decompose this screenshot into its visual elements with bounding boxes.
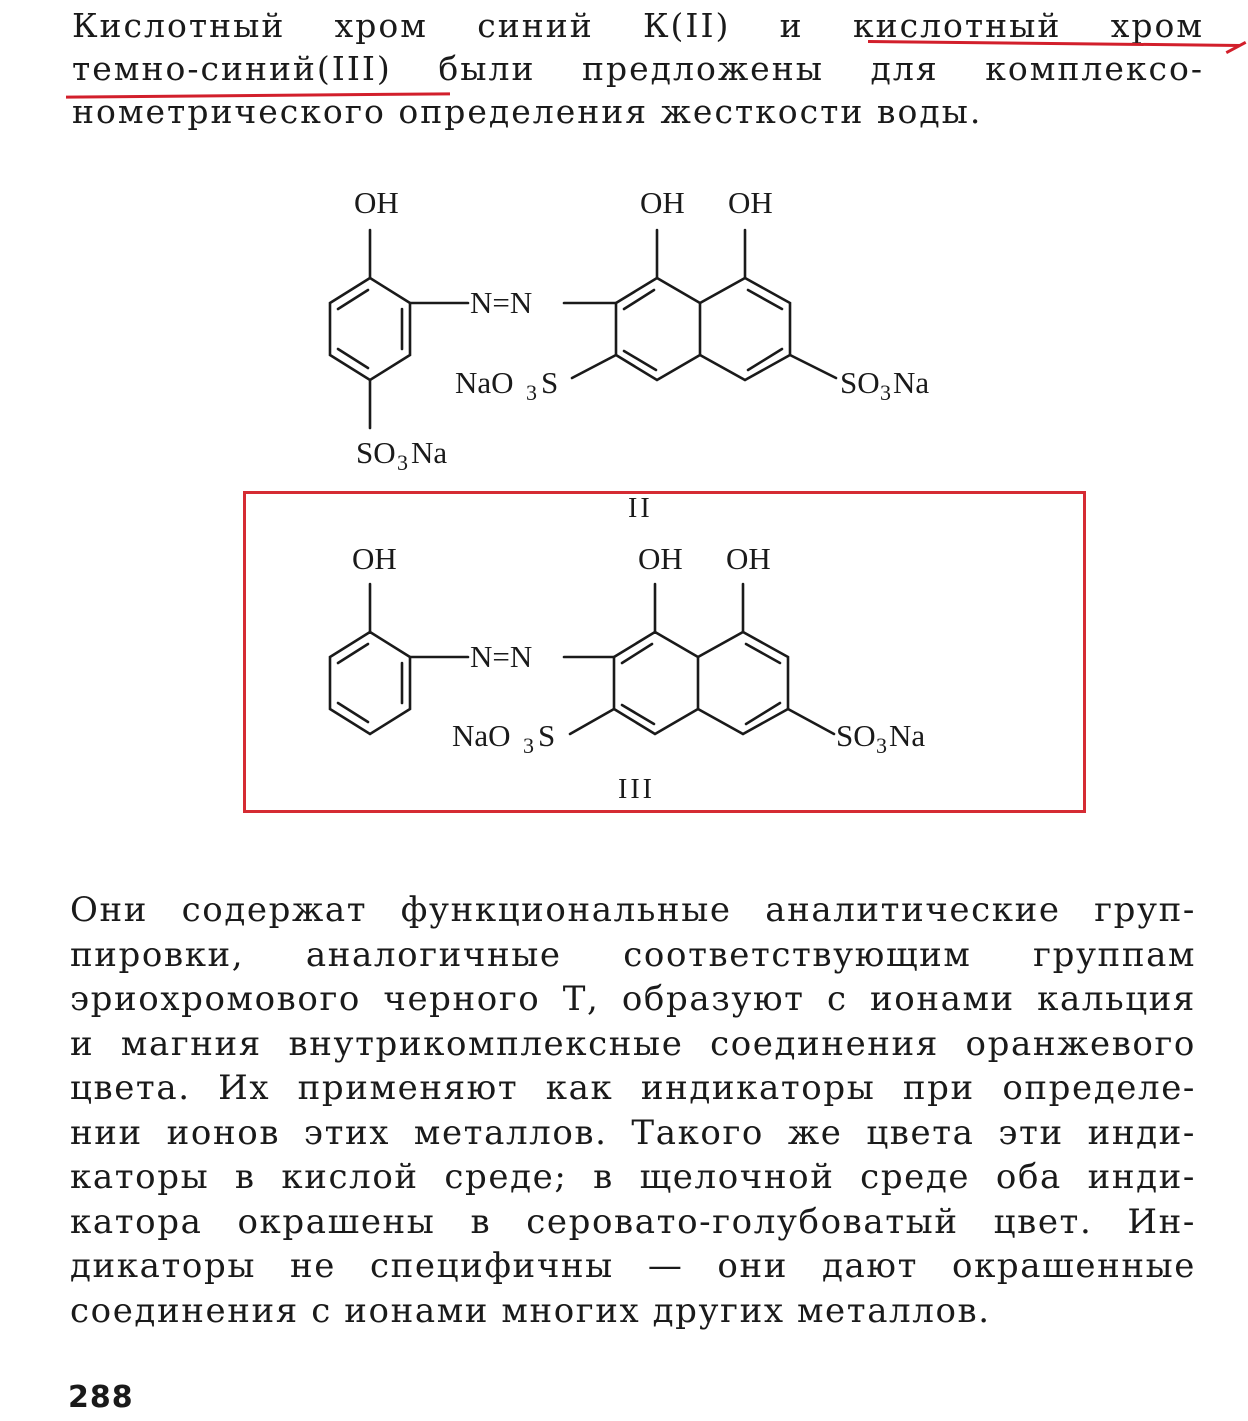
oh-label: OH xyxy=(728,185,773,220)
oh-label: OH xyxy=(354,185,399,220)
svg-text:S: S xyxy=(538,718,556,753)
body-line: эриохромового черного Т, образуют с ионами кальция xyxy=(70,979,1196,1019)
body-line: каторы в кислой среде; в щелочной среде оба инди- xyxy=(70,1157,1196,1197)
svg-text:3: 3 xyxy=(397,450,408,475)
body-line: дикаторы не специфичны — они дают окрашенные xyxy=(70,1246,1196,1286)
sulfonate-bottom-label xyxy=(356,435,447,475)
body-line: пировки, аналогичные соответствующим группам xyxy=(70,934,1196,975)
svg-text:3: 3 xyxy=(523,733,534,758)
azo-label: N=N xyxy=(470,639,533,674)
body-line: соединения с ионами многих других металлов. xyxy=(70,1290,991,1331)
svg-text:Na: Na xyxy=(411,435,448,470)
page-number: 288 xyxy=(68,1380,134,1415)
oh-label: OH xyxy=(726,541,771,576)
oh-label: OH xyxy=(638,541,683,576)
svg-text:Na: Na xyxy=(893,365,930,400)
svg-text:NaO: NaO xyxy=(452,718,511,753)
oh-label: OH xyxy=(352,541,397,576)
sulfonate-right-label xyxy=(840,365,929,405)
svg-text:3: 3 xyxy=(876,733,887,758)
intro-line: нометрического определения жесткости воды. xyxy=(72,92,983,131)
svg-text:SO: SO xyxy=(840,365,880,400)
sulfonate-left-label xyxy=(455,365,558,405)
body-line: нии ионов этих металлов. Такого же цвета эти инди- xyxy=(70,1112,1196,1153)
naphthalene-ring xyxy=(616,278,790,380)
azo-label: N=N xyxy=(470,285,533,320)
body-paragraph xyxy=(70,888,1196,1333)
svg-text:Na: Na xyxy=(889,718,926,753)
body-line: цвета. Их применяют как индикаторы при определе- xyxy=(70,1068,1196,1108)
oh-label: OH xyxy=(640,185,685,220)
intro-line: темно-синий(III) были предложены для комплексо- xyxy=(72,49,1204,88)
body-line: и магния внутрикомплексные соединения оранжевого xyxy=(70,1023,1196,1064)
svg-text:S: S xyxy=(541,365,559,400)
red-highlight-box xyxy=(243,491,1086,813)
body-line: Они содержат функциональные аналитические груп- xyxy=(70,890,1196,930)
structure-iii-label: III xyxy=(618,774,655,805)
svg-text:3: 3 xyxy=(880,380,891,405)
body-line: катора окрашены в серовато-голубоватый цвет. Ин- xyxy=(70,1201,1196,1242)
svg-text:SO: SO xyxy=(356,435,396,470)
svg-text:NaO: NaO xyxy=(455,365,514,400)
structure-ii-label: II xyxy=(628,493,653,524)
benzene-ring xyxy=(330,278,410,380)
intro-line: Кислотный хром синий К(II) и кислотный хром xyxy=(72,6,1204,45)
svg-text:3: 3 xyxy=(526,380,537,405)
svg-text:SO: SO xyxy=(836,718,876,753)
